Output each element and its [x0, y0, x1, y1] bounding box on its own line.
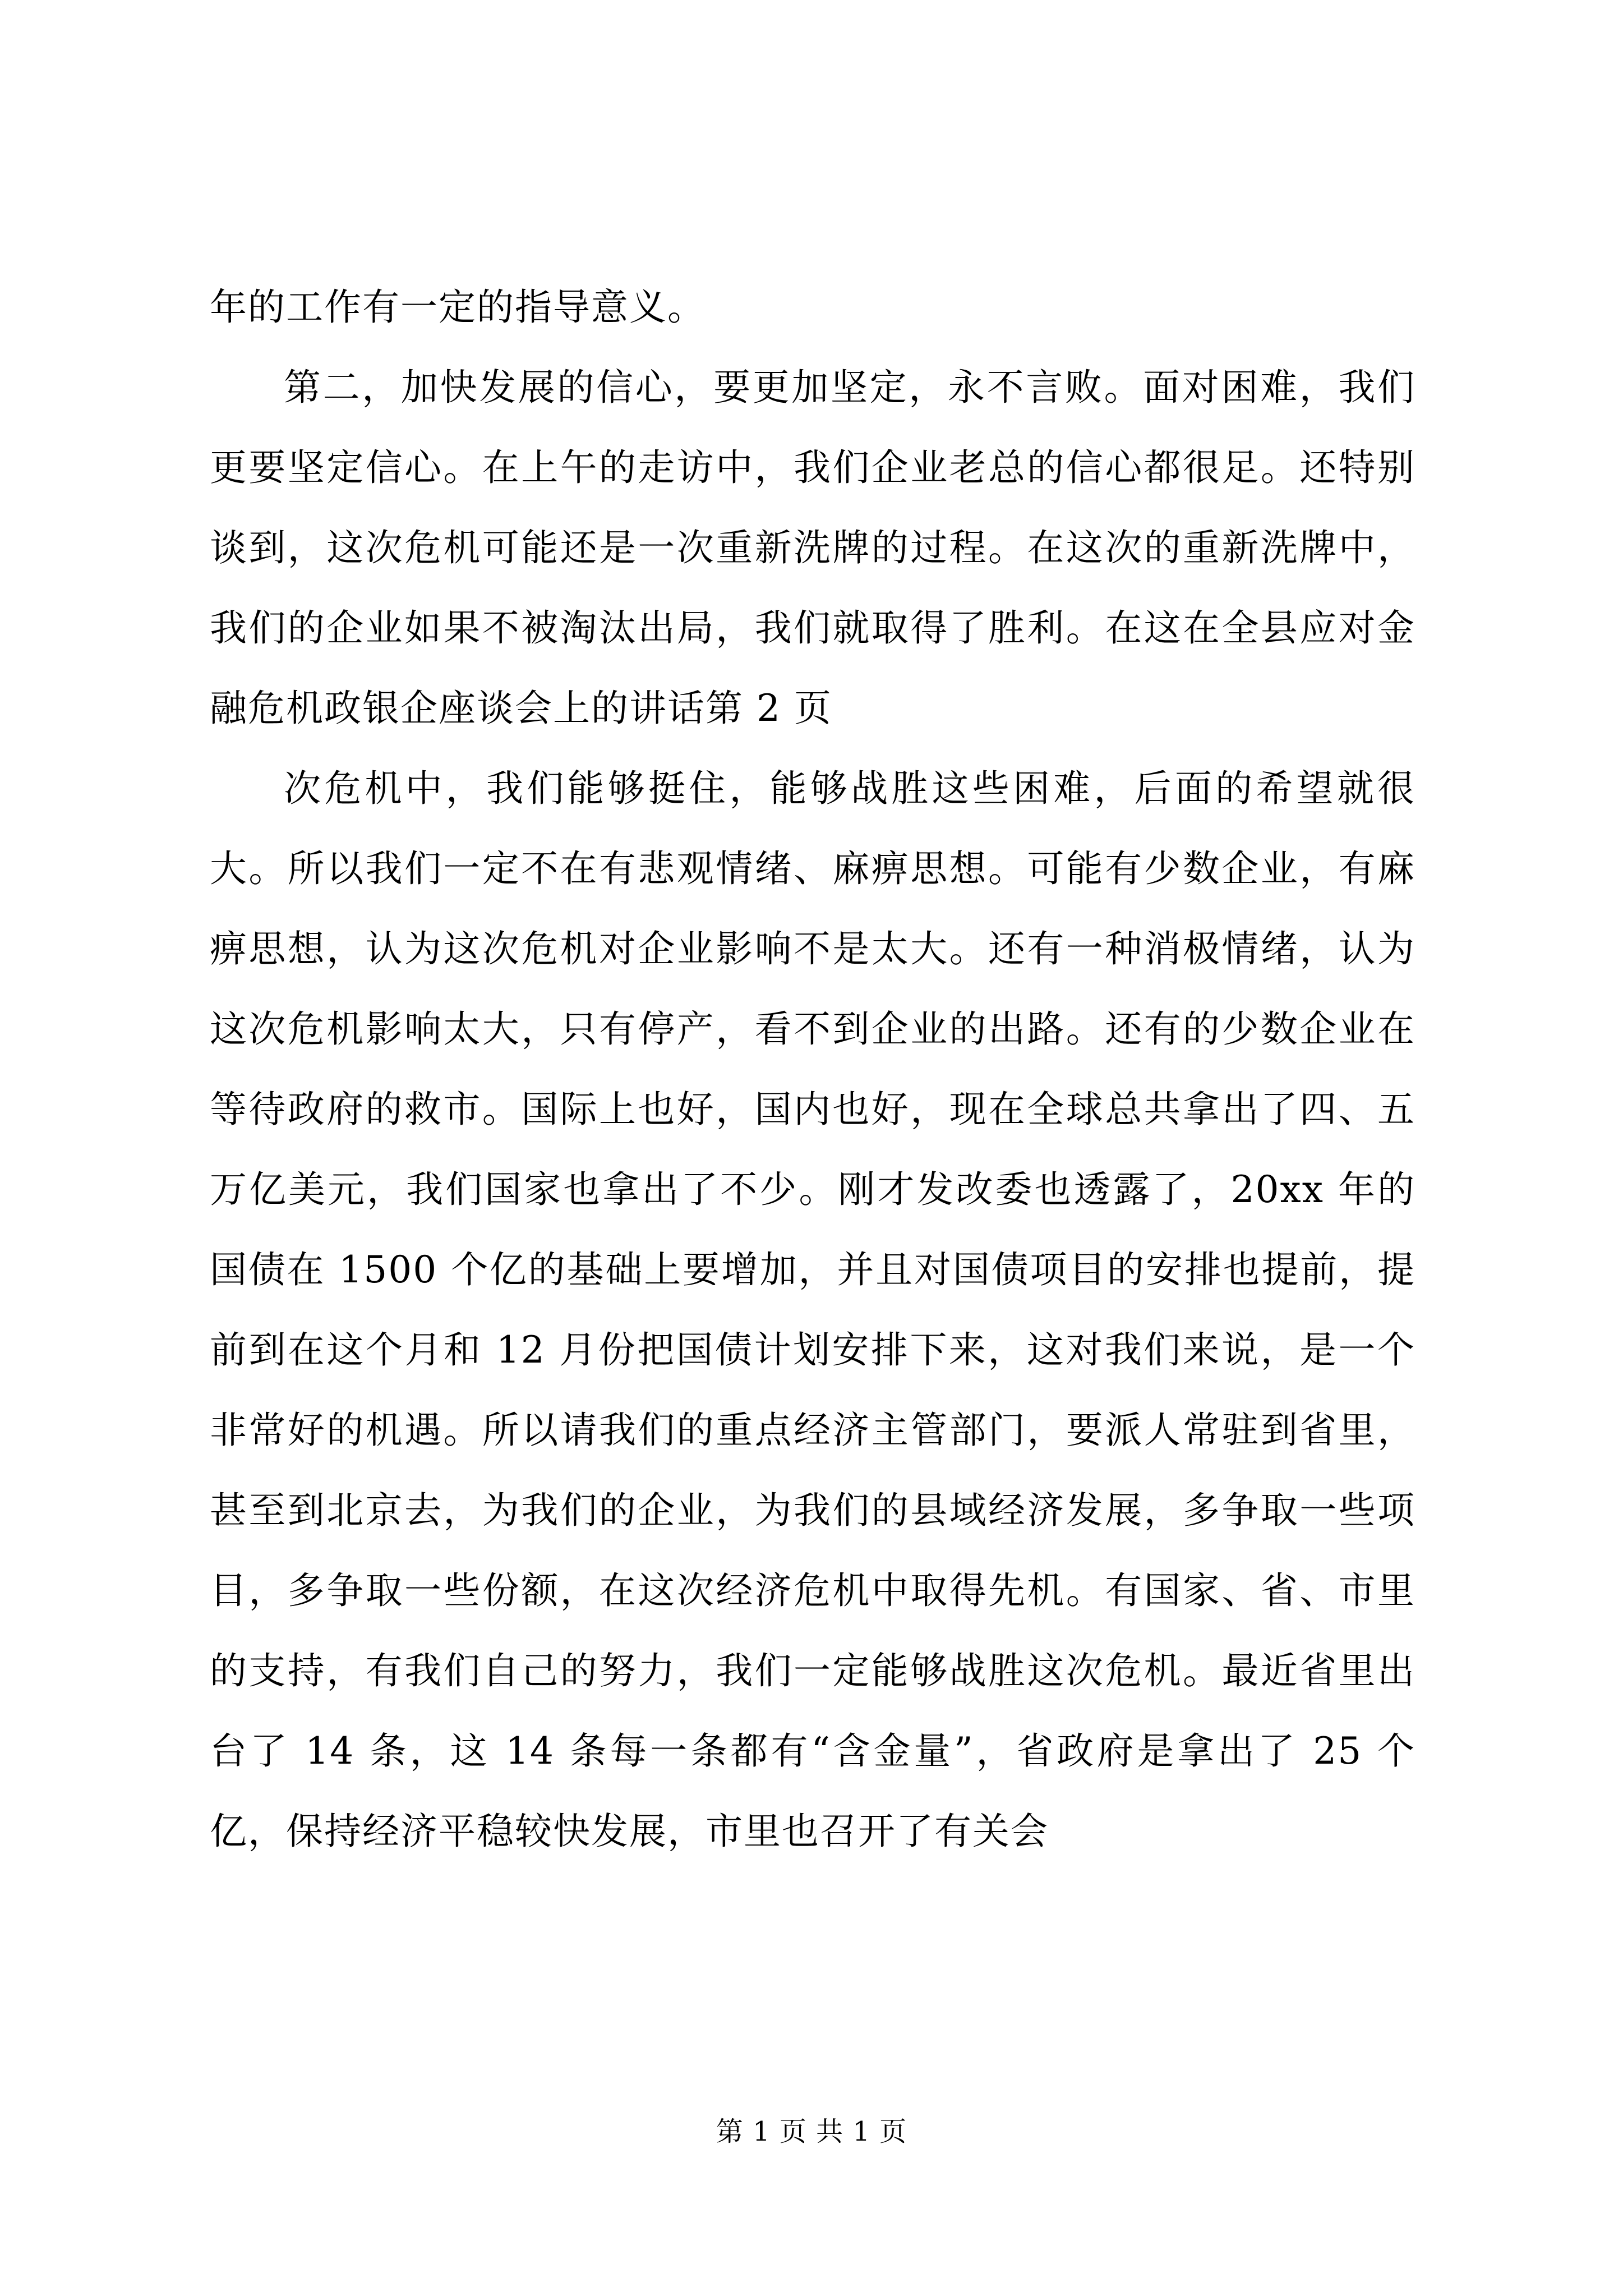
paragraph-1: 年的工作有一定的指导意义。	[210, 286, 706, 329]
paragraph-3: 次危机中，我们能够挺住，能够战胜这些困难，后面的希望就很大。所以我们一定不在有悲观情绪、麻痹思想。可能有少数企业，有麻痹思想，认为这次危机对企业影响不是太大。还有一种消极情绪，认为这次危机影响太大，只有停产，看不到企业的出路。还有的少数企业在等待政府的救市。国际上也好，国内也好，现在全球总共拿出了四、五万亿美元，我们国家也拿出了不少。刚才发改委也透露了，20xx 年的国债在 1500 个亿的基础上要增加，并且对国债项目的安排也提前，提前到在这个月和 12 月份把国债计划安排下来，这对我们来说，是一个非常好的机遇。所以请我们的重点经济主管部门，要派人常驻到省里，甚至到北京去，为我们的企业，为我们的县域经济发展，多争取一些项目，多争取一些份额，在这次经济危机中取得先机。有国家、省、市里的支持，有我们自己的努力，我们一定能够战胜这次危机。最近省里出台了 14 条，这 14 条每一条都有“含金量”，省政府是拿出了 25 个亿，保持经济平稳较快发展，市里也召开了有关会	[210, 767, 1415, 1853]
document-body	[210, 267, 1415, 1871]
page-footer: 第 1 页 共 1 页	[716, 2116, 907, 2147]
paragraph-2: 第二，加快发展的信心，要更加坚定，永不言败。面对困难，我们更要坚定信心。在上午的走访中，我们企业老总的信心都很足。还特别谈到，这次危机可能还是一次重新洗牌的过程。在这次的重新洗牌中，我们的企业如果不被淘汰出局，我们就取得了胜利。在这在全县应对金融危机政银企座谈会上的讲话第 2 页	[210, 366, 1415, 730]
